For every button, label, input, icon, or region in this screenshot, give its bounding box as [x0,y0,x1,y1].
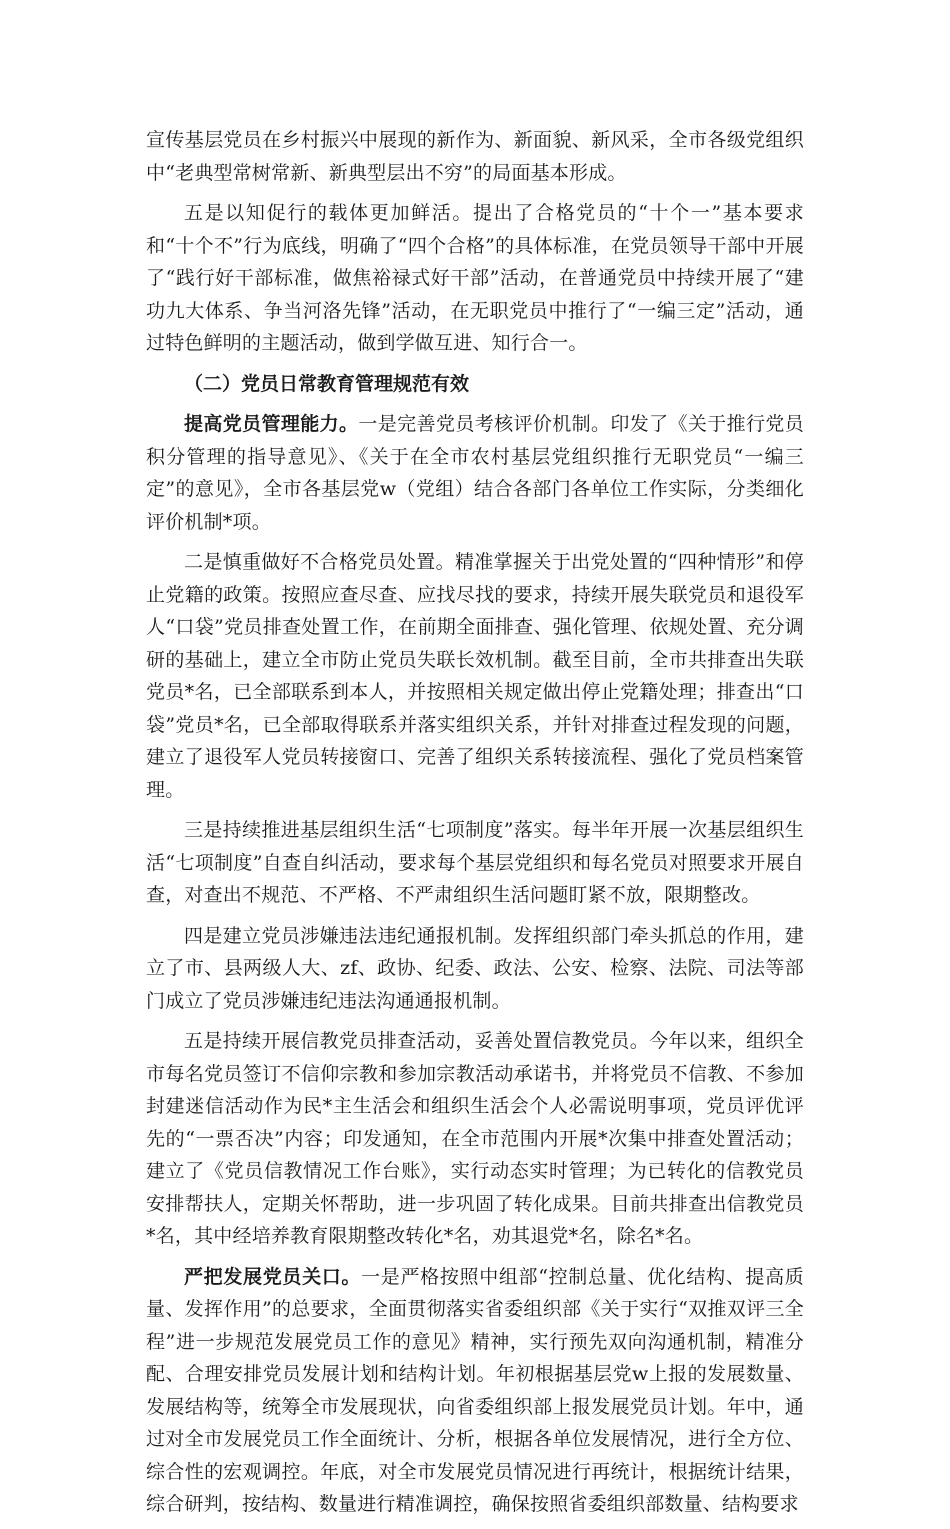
paragraph-management-ability [146,408,804,538]
document-page [146,124,804,1529]
paragraph-knowledge-action [146,197,804,360]
paragraph-text: 一是严格按照中组部“控制总量、优化结构、提高质量、发挥作用”的总要求，全面贯彻落实省委组织部《关于实行“双推双评三全程”进一步规范发展党员工作的意见》精神，实行预先双向沟通机制，精准分配、合理安排党员发展计划和结构计划。年初根据基层党w上报的发展数量、发展结构等，统筹全市发展现状，向省委组织部上报发展党员计划。年中，通过对全市发展党员工作全面统计、分析，根据各单位发展情况，进行全方位、综合性的宏观调控。年底，对全市发展党员情况进行再统计，根据统计结果，综合研判，按结构、数量进行精准调控，确保按照省委组织部数量、结构要求 [146,1265,804,1515]
paragraph-lead: 提高党员管理能力。 [184,413,359,435]
paragraph-text: 五是持续开展信教党员排查活动，妥善处置信教党员。今年以来，组织全市每名党员签订不信仰宗教和参加宗教活动承诺书，并将党员不信教、不参加封建迷信活动作为民*主生活会和组织生活会个人必需说明事项，党员评优评先的“一票否决”内容；印发通知，在全市范围内开展*次集中排查处置活动；建立了《党员信教情况工作台账》，实行动态实时管理；为已转化的信教党员安排帮扶人，定期关怀帮助，进一步巩固了转化成果。目前共排查出信教党员*名，其中经培养教育限期整改转化*名，劝其退党*名，除名*名。 [146,1030,804,1247]
paragraph-lead: 严把发展党员关口。 [184,1265,362,1288]
paragraph-rural-revitalization [146,124,804,189]
paragraph-member-development [146,1261,804,1521]
paragraph-text: 四是建立党员涉嫌违法违纪通报机制。发挥组织部门牵头抓总的作用，建立了市、县两级人大、zf、政协、纪委、政法、公安、检察、法院、司法等部门成立了党员涉嫌违纪违法沟通通报机制。 [146,924,804,1012]
paragraph-seven-systems [146,814,804,912]
paragraph-text: 宣传基层党员在乡村振兴中展现的新作为、新面貌、新风采，全市各级党组织中“老典型常树常新、新典型层出不穷”的局面基本形成。 [146,129,804,184]
paragraph-text: 一是完善党员考核评价机制。印发了《关于推行党员积分管理的指导意见》、《关于在全市农村基层党组织推行无职党员“一编三定”的意见》，全市各基层党w（党组）结合各部门各单位工作实际，分类细化评价机制*项。 [146,413,804,533]
section-heading: （二）党员日常教育管理规范有效 [184,372,470,395]
paragraph-unqualified-members [146,546,804,806]
paragraph-religious-check [146,1025,804,1253]
paragraph-notification-mechanism [146,920,804,1018]
paragraph-text: 二是慎重做好不合格党员处置。精准掌握关于出党处置的“四种情形”和停止党籍的政策。按照应查尽查、应找尽找的要求，持续开展失联党员和退役军人“口袋”党员排查处置工作，在前期全面排查、强化管理、依规处置、充分调研的基础上，建立全市防止党员失联长效机制。截至目前，全市共排查出失联党员*名，已全部联系到本人，并按照相关规定做出停止党籍处理；排查出“口袋”党员*名，已全部取得联系并落实组织关系，并针对排查过程发现的问题，建立了退役军人党员转接窗口、完善了组织关系转接流程、强化了党员档案管理。 [146,551,804,801]
paragraph-text: 三是持续推进基层组织生活“七项制度”落实。每半年开展一次基层组织生活“七项制度”自查自纠活动，要求每个基层党组织和每名党员对照要求开展自查，对查出不规范、不严格、不严肃组织生活问题盯紧不放，限期整改。 [146,819,804,906]
paragraph-text: 五是以知促行的载体更加鲜活。提出了合格党员的“十个一”基本要求和“十个不”行为底线，明确了“四个合格”的具体标准，在党员领导干部中开展了“践行好干部标准，做焦裕禄式好干部”活动，在普通党员中持续开展了“建功九大体系、争当河洛先锋”活动，在无职党员中推行了“一编三定”活动，通过特色鲜明的主题活动，做到学做互进、知行合一。 [146,202,804,354]
